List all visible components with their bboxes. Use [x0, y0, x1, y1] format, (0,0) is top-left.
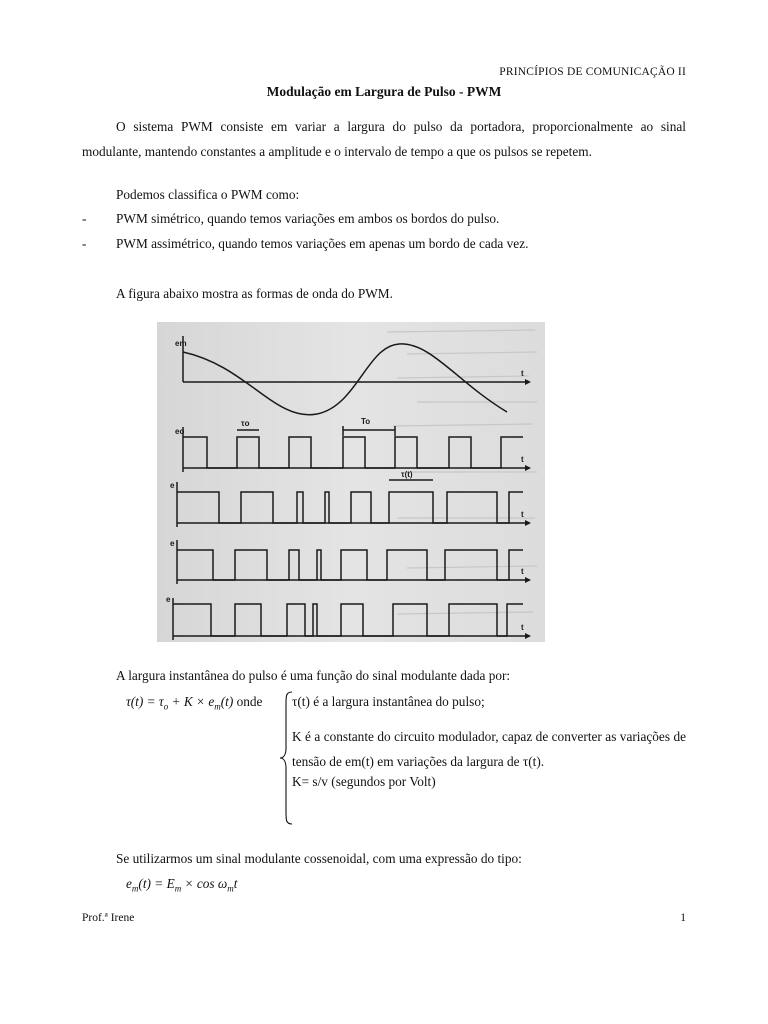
definition-K: K é a constante do circuito modulador, capaz de converter as variações de tensão de em(t) em variações da largura de τ(t). — [292, 729, 686, 769]
figure-caption: A figura abaixo mostra as formas de onda do PWM. — [116, 286, 393, 301]
label-To: To — [361, 417, 371, 426]
list-item — [82, 211, 499, 227]
list-item-text: PWM assimétrico, quando temos variações em apenas um bordo de cada vez. — [116, 236, 529, 251]
definition-tau: τ(t) é a largura instantânea do pulso; — [292, 694, 485, 709]
formula-tau-sub-o: o — [163, 701, 169, 712]
label-t-1: t — [521, 369, 524, 378]
cos-intro: Se utilizarmos um sinal modulante cossenoidal, com uma expressão do tipo: — [116, 851, 522, 866]
formula-tau-mid: + K × e — [168, 694, 215, 709]
formula-onde: onde — [236, 694, 263, 709]
pwm-waveform-figure — [157, 322, 545, 642]
formula-em-cos: × cos ω — [181, 876, 228, 891]
label-t-3: t — [521, 510, 524, 519]
width-intro: A largura instantânea do pulso é uma função do sinal modulante dada por: — [116, 668, 511, 683]
classification-intro: Podemos classifica o PWM como: — [116, 187, 300, 202]
label-e3: e — [166, 595, 171, 604]
scan-background — [157, 322, 545, 642]
list-dash: - — [82, 236, 87, 251]
footer-page-number: 1 — [680, 912, 686, 924]
formula-em — [126, 876, 237, 894]
intro-paragraph: O sistema PWM consiste em variar a largura do pulso da portadora, proporcionalmente ao sinal modulante, mantendo constantes a amplitude e o intervalo de tempo a que os pulsos se repetem. — [82, 119, 686, 159]
label-t-2: t — [521, 455, 524, 464]
formula-tau — [126, 694, 262, 712]
formula-em-sub-2: m — [174, 883, 182, 894]
list-item-text: PWM simétrico, quando temos variações em ambos os bordos do pulso. — [116, 211, 500, 226]
footer-author: Prof.ª Irene — [82, 912, 135, 924]
formula-em-sub-1: m — [131, 883, 139, 894]
formula-tau-tail: (t) — [220, 694, 234, 709]
label-e2: e — [170, 539, 175, 548]
list-item — [82, 236, 528, 252]
list-dash: - — [82, 211, 87, 226]
brace-path — [280, 692, 292, 824]
formula-tau-lhs: τ(t) = τ — [126, 694, 164, 709]
formula-em-t: t — [233, 876, 238, 891]
label-eo: eo — [175, 427, 185, 436]
label-t-5: t — [521, 623, 524, 632]
label-e1: e — [170, 481, 175, 490]
formula-em-mid: (t) = E — [138, 876, 175, 891]
label-tau-o: τo — [241, 419, 250, 428]
label-tau-t: τ(t) — [401, 470, 413, 479]
label-t-4: t — [521, 567, 524, 576]
page-title: Modulação em Largura de Pulso - PWM — [266, 84, 502, 99]
definition-K-unit: K= s/v (segundos por Volt) — [292, 774, 436, 789]
formula-em-sub-3: m — [227, 883, 234, 894]
label-em: em — [175, 339, 187, 348]
formula-tau-sub-m: m — [214, 701, 221, 712]
course-header: PRINCÍPIOS DE COMUNICAÇÃO II — [499, 66, 686, 78]
formula-em-e: e — [126, 876, 132, 891]
